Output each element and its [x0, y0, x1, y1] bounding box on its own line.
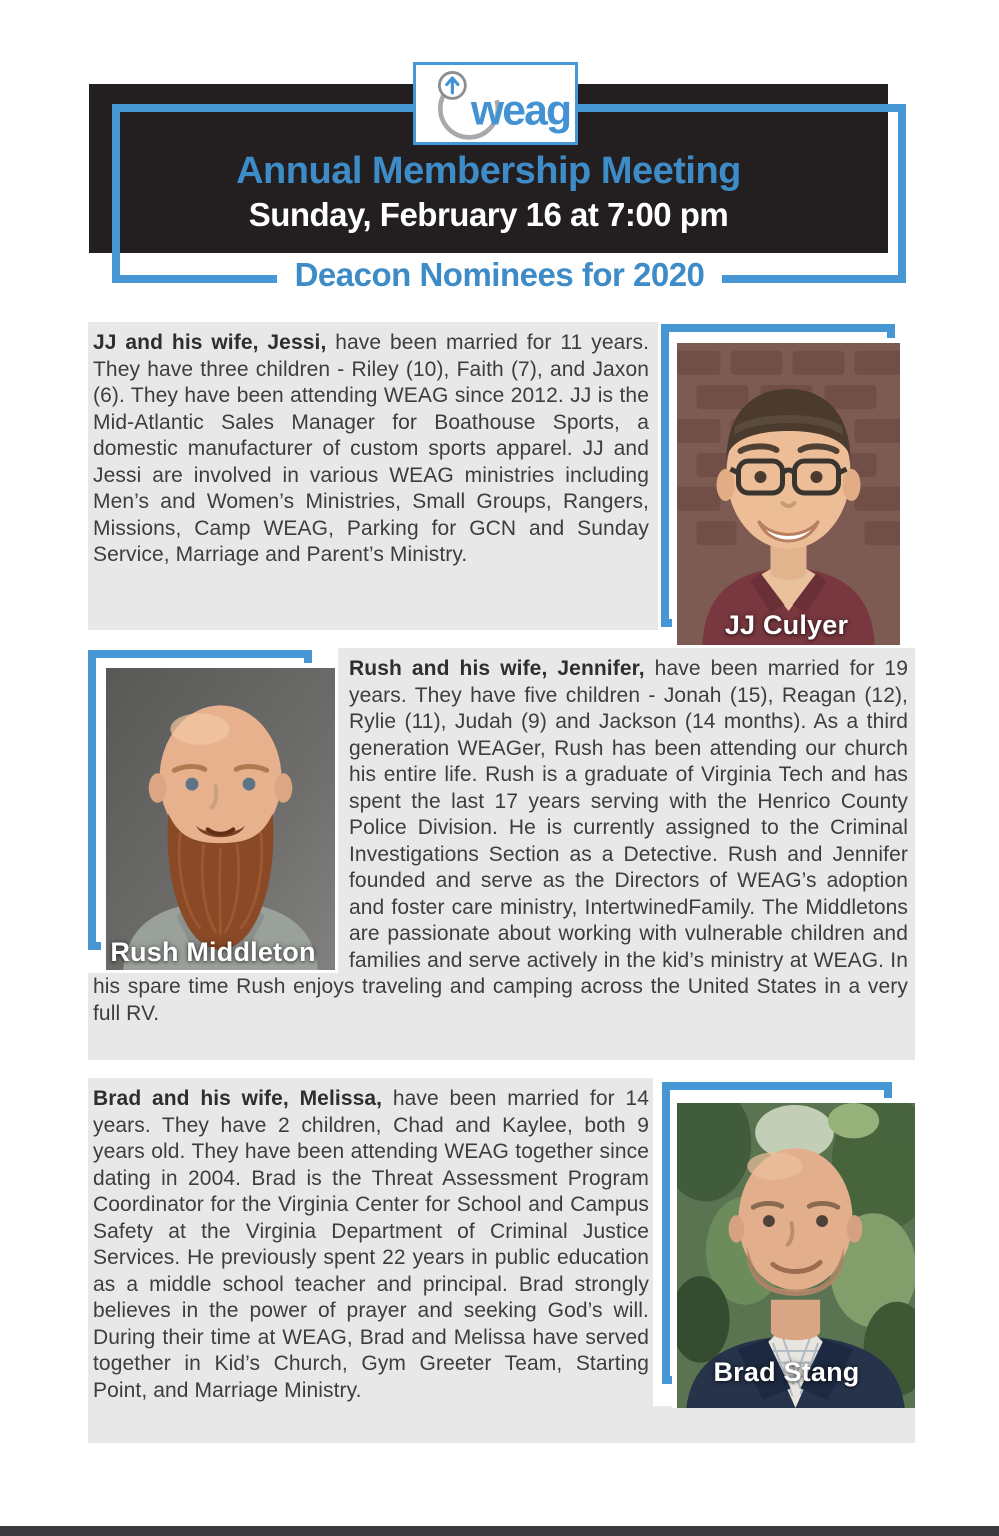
photo-caption-rush: Rush Middleton: [110, 937, 316, 967]
page-subtitle: Sunday, February 16 at 7:00 pm: [248, 196, 729, 233]
bio-intro-jj: JJ and his wife, Jessi,: [93, 331, 327, 354]
bio-intro-brad: Brad and his wife, Melissa,: [93, 1087, 383, 1110]
jj-culyer-photo: [672, 338, 900, 645]
bio-text-brad: [88, 1078, 658, 1443]
photo-composite-brad: [658, 1078, 915, 1408]
weag-logo-graphic: [416, 65, 575, 142]
bio-body-brad: have been married for 14 years. They have 2 children, Chad and Kaylee, both 9 years old. They have been attending WEAG together since dating in 2004. Brad is the Threat Assessment Program Coordinator for the Virginia Center for School and Campus Safety at the Virginia Department of Criminal Justice Services. He previously spent 22 years in public education as a middle school teacher and principal. Brad strongly believes in the power of prayer and seeking God’s will. During their time at WEAG, Brad and Melissa have served together in Kid’s Church, Gym Greeter Team, Starting Point, and Marriage Ministry.: [93, 1087, 649, 1402]
section-title-band: [0, 256, 999, 294]
bio-intro-rush: Rush and his wife, Jennifer,: [349, 657, 645, 680]
bio-text-jj: [88, 322, 658, 630]
bio-body-rush: have been married for 19 years. They have five children - Jonah (15), Reagan (12), Rylie (11), Judah (9) and Jackson (14 months). As a third generation WEAGer, Rush has been attending our church his entire life. Rush is a graduate of Virginia Tech and has spent the last 17 years serving with the Henrico County Police Division. He is currently assigned to the Criminal Investigations Section as a Detective. Rush and Jennifer founded and serve as the Directors of WEAG’s adoption and foster care ministry, IntertwinedFamily. The Middletons are passionate about working with vulnerable children and families and serve actively in the kid’s ministry at WEAG. In his spare time Rush enjoys traveling and camping across the United States in a very full RV.: [93, 657, 908, 1025]
nominee-section-jj-culyer: [88, 322, 915, 645]
photo-caption-brad: Brad Stang: [713, 1357, 860, 1387]
nominee-section-rush-middleton: [88, 648, 915, 1060]
logo-wordmark: weag: [470, 86, 571, 135]
photo-composite-rush: [88, 648, 338, 978]
rush-middleton-photo: [101, 663, 335, 970]
footer-bar: [0, 1526, 999, 1536]
bio-body-jj: have been married for 11 years. They have three children - Riley (10), Faith (7), and Jaxon (6). They have been attending WEAG since 2012. JJ is the Mid-Atlantic Sales Manager for Boathouse Sports, a domestic manufacturer of custom sports apparel. JJ and Jessi are involved in various WEAG ministries including Men’s and Women’s Ministries, Small Groups, Rangers, Missions, Camp WEAG, Parking for GCN and Sunday Service, Marriage and Parent’s Ministry.: [93, 331, 650, 566]
section-title: Deacon Nominees for 2020: [277, 256, 723, 294]
photo-caption-jj: JJ Culyer: [724, 610, 849, 640]
nominee-section-brad-stang: [88, 1078, 915, 1443]
page-title: Annual Membership Meeting: [236, 150, 741, 192]
photo-composite-jj: [658, 322, 915, 645]
weag-logo: [413, 62, 578, 145]
